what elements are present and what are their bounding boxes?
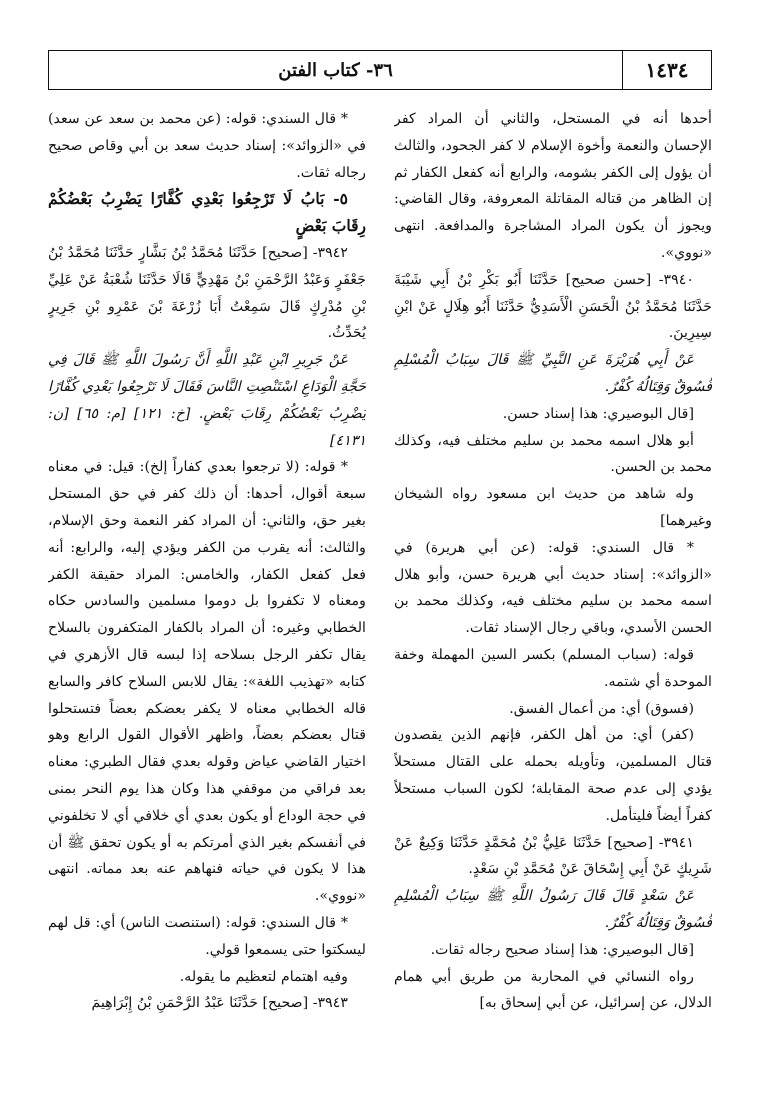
sindi-commentary: * قال السندي: قوله: (عن محمد بن سعد عن سعد) في «الزوائد»: إسناد حديث سعد بن أبي وقاص صحيح رجاله ثقات.	[48, 111, 366, 181]
page-number: ١٤٣٤	[622, 51, 711, 89]
commentary-paragraph: وفيه اهتمام لتعظيم ما يقوله.	[179, 968, 348, 985]
page-header	[48, 50, 712, 90]
hadith-text: عَنْ جَرِيرِ ابْنِ عَبْدِ اللَّهِ أَنَّ رَسُولَ اللَّهِ ﷺ قَالَ فِي حَجَّةِ الْوَدَاعِ اسْتَنْصِتِ النَّاسَ فَقَالَ لَا تَرْجِعُوا بَعْدِي كُفَّارًا يَضْرِبُ بَعْضُكُمْ رِقَابَ بَعْضٍ. [خ: ١٢١] [م: ٦٥] [ن: ٤١٣١]	[48, 352, 366, 449]
hadith-isnad: ٣٩٤٣- [صحيح] حَدَّثَنَا عَبْدُ الرَّحْمَنِ بْنُ إِبْرَاهِيمَ	[91, 995, 348, 1012]
busiri-note: أبو هلال اسمه محمد بن سليم مختلف فيه، وكذلك محمد بن الحسن.	[394, 432, 712, 476]
hadith-isnad: ٣٩٤٢- [صحيح] حَدَّثَنَا مُحَمَّدُ بْنُ بَشَّارٍ حَدَّثَنَا مُحَمَّدُ بْنُ جَعْفَرٍ وَعَبْدُ الرَّحْمَنِ بْنُ مَهْدِيٍّ قَالَا حَدَّثَنَا شُعْبَةُ عَنْ عَلِيِّ بْنِ مُدْرِكٍ قَالَ سَمِعْتُ أَبَا زُرْعَةَ بْنَ عَمْرِو بْنِ جَرِيرٍ يُحَدِّثُ.	[48, 244, 366, 342]
book-title: ٣٦- كتاب الفتن	[278, 59, 393, 81]
sindi-commentary: * قال السندي: قوله: (عن أبي هريرة) في «الزوائد»: إسناد حديث أبي هريرة حسن، وأبو هلال اسمه محمد بن سليم مختلف فيه، وكذلك محمد بن الحسن الأسدي، وباقي رجال الإسناد ثقات.	[394, 539, 712, 637]
commentary-paragraph: * قوله: (لا ترجعوا بعدي كفاراً إلخ): قيل: في معناه سبعة أقوال، أحدها: أن ذلك كفر في حق المستحل بغير حق، والثاني: أن المراد كفر النعمة وحق الإسلام، والثالث: أنه يقرب من الكفر ويؤدي إليه، والرابع: أنه فعل كفعل الكفار، والخامس: المراد حقيقة الكفر ومعناه لا تكفروا بل دوموا مسلمين والسادس حكاه الخطابي وغيره: أن المراد بالكفار المتكفرون بالسلاح يقال تكفر الرجل بسلاحه إذا لبسه قال الأزهري في كتابه «تهذيب اللغة»: يقال للابس السلاح كافر والسابع قاله الخطابي معناه لا يكفر بعضكم بعضاً فتستحلوا قتال بعضكم بعضاً، واظهر الأقوال القول الرابع وهو اختيار القاضي عياض وقوله بعدي فقال الطبري: معناه بعد فراقي من موقفي هذا وكان هذا يوم النحر بمنى في حجة الوداع أو يكون بعدي أي خلافي أي لا تخلفوني في أنفسكم بغير الذي أمرتكم به أو يكون تحقق ﷺ أن هذا لا يكون في حياته فنهاهم عنه بعد مماته. انتهى «نووي».	[48, 459, 366, 905]
busiri-note: [قال البوصيري: هذا إسناد حسن.	[502, 405, 694, 422]
busiri-note: [قال البوصيري: هذا إسناد صحيح رجاله ثقات.	[430, 941, 694, 958]
busiri-note: رواه النسائي في المحاربة من طريق أبي همام الدلال، عن إسرائيل، عن أبي إسحاق به]	[394, 968, 712, 1012]
hadith-isnad: ٣٩٤٠- [حسن صحيح] حَدَّثَنَا أَبُو بَكْرِ بْنُ أَبِي شَيْبَةَ حَدَّثَنَا مُحَمَّدُ بْنُ الْحَسَنِ الْأَسَدِيُّ حَدَّثَنَا أَبُو هِلَالٍ عَنْ ابْنِ سِيرِينَ.	[394, 271, 712, 342]
hadith-text: عَنْ أَبِي هُرَيْرَةَ عَنِ النَّبِيِّ ﷺ قَالَ سِبَابُ الْمُسْلِمِ فُسُوقٌ وَقِتَالُهُ كُفْرٌ.	[394, 352, 712, 395]
commentary-paragraph: أحدها أنه في المستحل، والثاني أن المراد كفر الإحسان والنعمة وأخوة الإسلام لا كفر الجحود، والثالث أن يؤول إلى الكفر بشومه، والرابع أنه كفعل الكفار ثم إن الظاهر من قتاله المقاتلة المعروفة، وقال القاضي: ويجوز أن يكون المراد المشاجرة والمدافعة. انتهى «نووي».	[394, 111, 712, 261]
commentary-paragraph: (فسوق) أي: من أعمال الفسق.	[509, 700, 694, 717]
commentary-paragraph: قوله: (سباب المسلم) بكسر السين المهملة وخفة الموحدة أي شتمه.	[394, 646, 712, 690]
chapter-title: ٥- بَابُ لَا تَرْجِعُوا بَعْدِي كُفَّارًا يَضْرِبُ بَعْضُكُمْ رِقَابَ بَعْضٍ	[48, 189, 366, 236]
right-column	[394, 106, 712, 1086]
commentary-paragraph: (كفر) أي: من أهل الكفر، فإنهم الذين يقصدون قتال المسلمين، وتأويله بحمله على القتال مستحلاً يؤدي إلى عدم صحة المقابلة؛ لكون السباب مستحلاً كفراً أيضاً فليتأمل.	[394, 727, 712, 824]
busiri-note: وله شاهد من حديث ابن مسعود رواه الشيخان وغيرهما]	[394, 486, 712, 529]
hadith-isnad: ٣٩٤١- [صحيح] حَدَّثَنَا عَلِيُّ بْنُ مُحَمَّدٍ حَدَّثَنَا وَكِيعٌ عَنْ شَرِيكٍ عَنْ أَبِي إِسْحَاقَ عَنْ مُحَمَّدِ بْنِ سَعْدٍ.	[394, 834, 712, 878]
left-column	[48, 106, 366, 1086]
hadith-text: عَنْ سَعْدٍ قَالَ قَالَ رَسُولُ اللَّهِ ﷺ سِبَابُ الْمُسْلِمِ فُسُوقٌ وَقِتَالُهُ كُفْرٌ.	[394, 888, 712, 931]
sindi-commentary: * قال السندي: قوله: (استنصت الناس) أي: قل لهم ليسكتوا حتى يسمعوا قولي.	[48, 914, 366, 958]
